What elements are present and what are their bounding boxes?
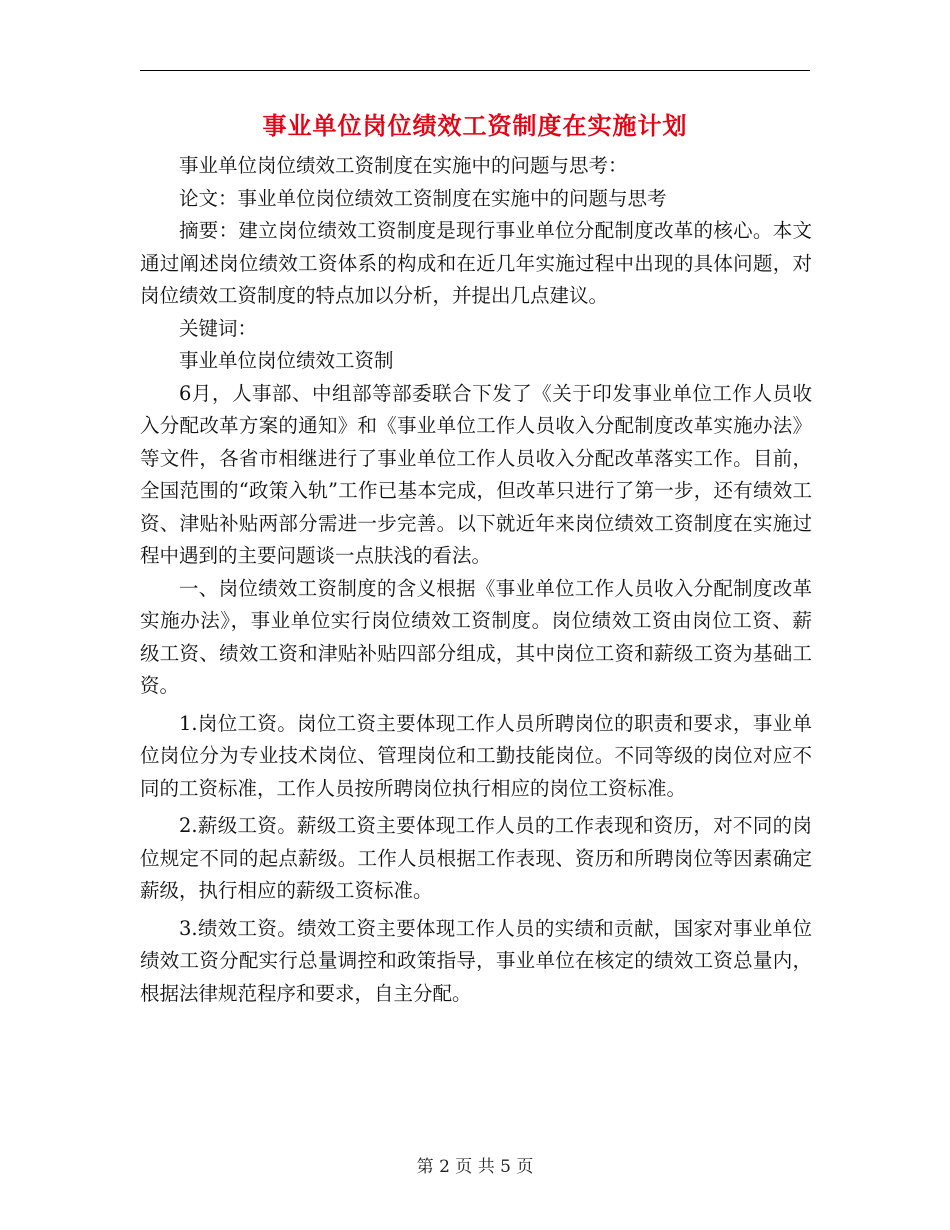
paragraph-keywords-label: 关键词： [179, 316, 258, 340]
paragraph-paper-title: 论文：事业单位岗位绩效工资制度在实施中的问题与思考 [179, 186, 667, 210]
paragraph-item-2: 2.薪级工资。薪级工资主要体现工作人员的工作表现和资历，对不同的岗位规定不同的起点薪级。工作人员根据工作表现、资历和所聘岗位等因素确定薪级，执行相应的薪级工资标准。 [140, 814, 812, 902]
header-rule [140, 70, 810, 71]
document-title: 事业单位岗位绩效工资制度在实施计划 [262, 111, 688, 140]
paragraph-item-1: 1.岗位工资。岗位工资主要体现工作人员所聘岗位的职责和要求，事业单位岗位分为专业技术岗位、管理岗位和工勤技能岗位。不同等级的岗位对应不同的工资标准，工作人员按所聘岗位执行相应的岗位工资标准。 [140, 711, 812, 800]
paragraph-section-1: 一、岗位绩效工资制度的含义根据《事业单位工作人员收入分配制度改革实施办法》，事业单位实行岗位绩效工资制度。岗位绩效工资由岗位工资、薪级工资、绩效工资和津贴补贴四部分组成，其中岗位工资和薪级工资为基础工资。 [140, 576, 812, 697]
page-footer: 第 2 页 共 5 页 [416, 1157, 534, 1177]
paragraph-intro: 6月，人事部、中组部等部委联合下发了《关于印发事业单位工作人员收入分配改革方案的通知》和《事业单位工作人员收入分配制度改革实施办法》等文件，各省市相继进行了事业单位工作人员收入分配改革落实工作。目前，全国范围的“政策入轨”工作已基本完成，但改革只进行了第一步，还有绩效工资、津贴补贴两部分需进一步完善。以下就近年来岗位绩效工资制度在实施过程中遇到的主要问题谈一点肤浅的看法。 [140, 381, 812, 567]
document-body [140, 150, 812, 1010]
paragraph-subtitle: 事业单位岗位绩效工资制度在实施中的问题与思考： [179, 154, 628, 177]
paragraph-item-3: 3.绩效工资。绩效工资主要体现工作人员的实绩和贡献，国家对事业单位绩效工资分配实行总量调控和政策指导，事业单位在核定的绩效工资总量内，根据法律规范程序和要求，自主分配。 [140, 916, 812, 1005]
paragraph-abstract: 摘要：建立岗位绩效工资制度是现行事业单位分配制度改革的核心。本文通过阐述岗位绩效工资体系的构成和在近几年实施过程中出现的具体问题，对岗位绩效工资制度的特点加以分析，并提出几点建议。 [140, 219, 812, 307]
paragraph-keywords: 事业单位岗位绩效工资制 [179, 349, 394, 372]
